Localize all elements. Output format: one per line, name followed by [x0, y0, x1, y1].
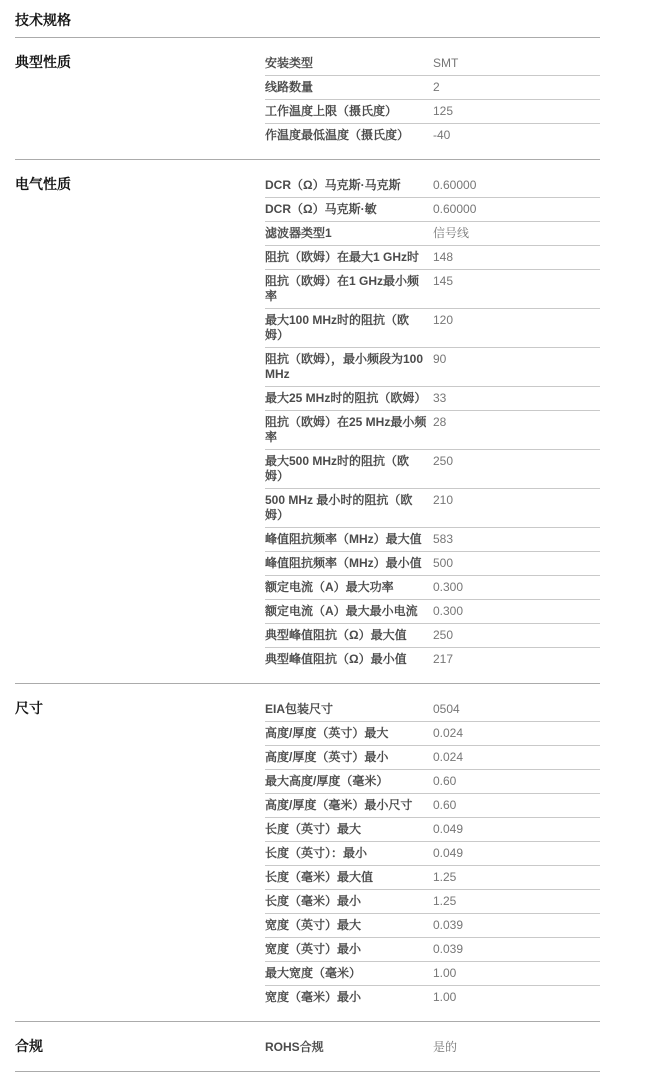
spec-row: [265, 818, 600, 842]
spec-row-label: 宽度（毫米）最小: [265, 990, 362, 1004]
spec-row-value: 583: [433, 532, 454, 546]
spec-row-label: 高度/厚度（英寸）最小: [265, 750, 389, 764]
spec-row-label: 最大高度/厚度（毫米）: [265, 774, 389, 788]
section-rows: [265, 52, 600, 147]
spec-row-value: 125: [433, 104, 454, 118]
spec-row-value: 90: [433, 352, 447, 366]
spec-row-label: 额定电流（A）最大最小电流: [265, 604, 418, 618]
section-label: 尺寸: [15, 700, 43, 716]
spec-row-label: EIA包装尺寸: [265, 702, 334, 716]
spec-row-value: 0.039: [433, 942, 464, 956]
spec-row: [265, 914, 600, 938]
spec-row: [265, 52, 600, 76]
spec-row-label: 典型峰值阻抗（Ω）最小值: [265, 652, 407, 666]
spec-row-label: 峰值阻抗频率（MHz）最大值: [265, 532, 422, 546]
spec-row: [265, 489, 600, 528]
spec-row-value: 0.60: [433, 774, 457, 788]
spec-row: [265, 387, 600, 411]
spec-row-label: 阻抗（欧姆）在25 MHz最小频率: [265, 415, 427, 444]
spec-row-value: 0.60000: [433, 178, 477, 192]
spec-row-label: 线路数量: [265, 80, 314, 94]
spec-row: [265, 270, 600, 309]
spec-row: [265, 600, 600, 624]
spec-row-label: 最大宽度（毫米）: [265, 966, 362, 980]
spec-row: [265, 528, 600, 552]
spec-row-value: 0.300: [433, 580, 464, 594]
section-rows: [265, 698, 600, 1009]
spec-row-label: 高度/厚度（毫米）最小尺寸: [265, 798, 413, 812]
spec-row-value: 0.60: [433, 798, 457, 812]
spec-row: [265, 100, 600, 124]
spec-row-value: 250: [433, 628, 454, 642]
spec-row: [265, 124, 600, 147]
spec-row-value: 120: [433, 313, 454, 327]
page-title: 技术规格: [15, 12, 71, 28]
spec-row: [265, 624, 600, 648]
spec-row: [265, 76, 600, 100]
spec-row-label: 阻抗（欧姆），最小频段为100 MHz: [265, 352, 424, 381]
spec-row: [265, 842, 600, 866]
spec-row-value: 0.049: [433, 822, 464, 836]
spec-row: [265, 794, 600, 818]
spec-row-value: 148: [433, 250, 454, 264]
spec-row-value: 1.00: [433, 990, 457, 1004]
spec-row-value: 145: [433, 274, 454, 288]
spec-section: [15, 1021, 600, 1071]
spec-row: [265, 1036, 600, 1059]
spec-row-label: 作温度最低温度（摄氏度）: [265, 128, 410, 142]
spec-row-value: 0504: [433, 702, 460, 716]
spec-row-value: SMT: [433, 56, 459, 70]
spec-section: [15, 159, 600, 683]
spec-row-label: 宽度（英寸）最小: [265, 942, 362, 956]
spec-row-label: ROHS合规: [265, 1040, 324, 1054]
spec-row-value: 0.300: [433, 604, 464, 618]
spec-row-value: 1.00: [433, 966, 457, 980]
spec-row: [265, 890, 600, 914]
section-rows: [265, 174, 600, 671]
spec-row-label: 长度（毫米）最大值: [265, 870, 374, 884]
spec-row-label: 额定电流（A）最大功率: [265, 580, 394, 594]
spec-row-value: 0.60000: [433, 202, 477, 216]
spec-row-value: 0.024: [433, 726, 464, 740]
spec-row-value: 250: [433, 454, 454, 468]
spec-row-label: 工作温度上限（摄氏度）: [265, 104, 398, 118]
spec-row-label: 500 MHz 最小时的阻抗（欧姆）: [265, 493, 413, 522]
spec-row-label: 宽度（英寸）最大: [265, 918, 362, 932]
section-label: 电气性质: [15, 176, 71, 192]
section-label: 典型性质: [15, 54, 71, 70]
spec-row-value: 28: [433, 415, 447, 429]
spec-row-label: 最大25 MHz时的阻抗（欧姆）: [265, 391, 427, 405]
spec-row-label: 最大100 MHz时的阻抗（欧姆）: [265, 313, 410, 342]
spec-row: [265, 986, 600, 1009]
spec-row: [265, 552, 600, 576]
spec-row: [265, 962, 600, 986]
spec-row-label: 长度（毫米）最小: [265, 894, 362, 908]
spec-row-label: 最大500 MHz时的阻抗（欧姆）: [265, 454, 410, 483]
spec-section: [15, 683, 600, 1021]
section-label: 合规: [15, 1038, 43, 1054]
spec-row: [265, 222, 600, 246]
spec-row-value: 500: [433, 556, 454, 570]
spec-row: [265, 411, 600, 450]
spec-row-value: 1.25: [433, 870, 457, 884]
spec-row: [265, 198, 600, 222]
spec-row-value: 是的: [433, 1040, 458, 1054]
spec-row-value: 217: [433, 652, 454, 666]
spec-row-value: 0.024: [433, 750, 464, 764]
spec-row-value: 0.049: [433, 846, 464, 860]
spec-row-value: -40: [433, 128, 451, 142]
spec-row: [265, 246, 600, 270]
spec-row-value: 2: [433, 80, 440, 94]
spec-row: [265, 722, 600, 746]
spec-row-label: 长度（英寸）最大: [265, 822, 362, 836]
spec-row-label: 典型峰值阻抗（Ω）最大值: [265, 628, 407, 642]
spec-row: [265, 576, 600, 600]
spec-row: [265, 450, 600, 489]
spec-row-label: 阻抗（欧姆）在最大1 GHz时: [265, 250, 420, 264]
spec-row-value: 信号线: [433, 226, 470, 240]
spec-row-value: 0.039: [433, 918, 464, 932]
spec-row-value: 210: [433, 493, 454, 507]
spec-row-value: 33: [433, 391, 447, 405]
spec-row-label: 安装类型: [265, 56, 314, 70]
spec-row: [265, 866, 600, 890]
section-rows: [265, 1036, 600, 1059]
spec-row: [265, 348, 600, 387]
spec-row-label: 阻抗（欧姆）在1 GHz最小频率: [265, 274, 420, 303]
spec-row: [265, 174, 600, 198]
spec-row-label: DCR（Ω）马克斯·马克斯: [265, 178, 401, 192]
spec-row: [265, 309, 600, 348]
spec-row: [265, 746, 600, 770]
spec-row-label: 长度（英寸）：最小: [265, 846, 368, 860]
spec-section: [15, 37, 600, 159]
spec-row: [265, 698, 600, 722]
spec-row-label: 峰值阻抗频率（MHz）最小值: [265, 556, 422, 570]
spec-row: [265, 648, 600, 671]
spec-row-value: 1.25: [433, 894, 457, 908]
spec-row: [265, 938, 600, 962]
spec-sections: [15, 37, 600, 1072]
spec-row-label: 高度/厚度（英寸）最大: [265, 726, 389, 740]
spec-row-label: DCR（Ω）马克斯·敏: [265, 202, 377, 216]
spec-row-label: 滤波器类型1: [265, 226, 332, 240]
spec-row: [265, 770, 600, 794]
